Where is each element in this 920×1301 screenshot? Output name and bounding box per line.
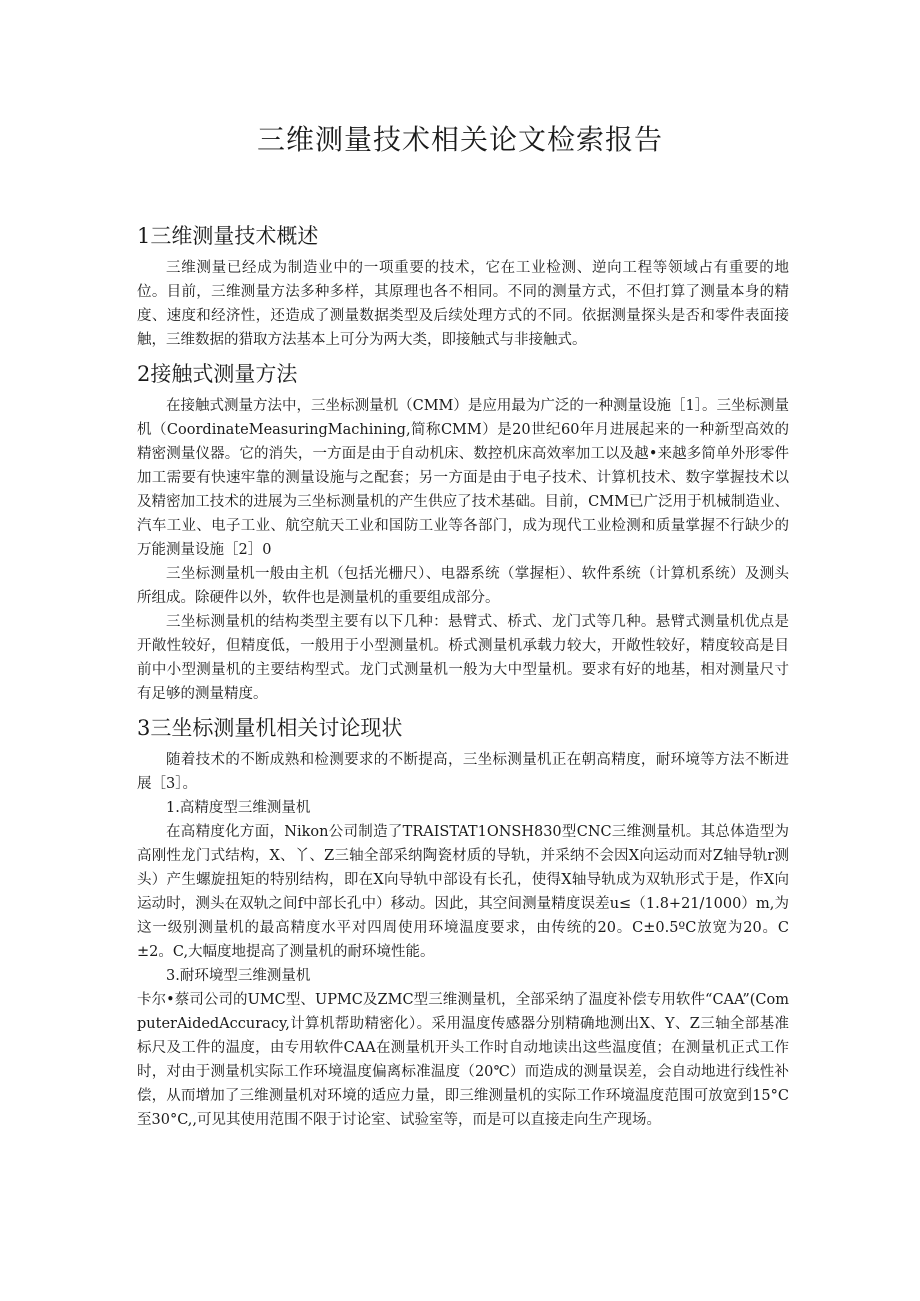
section-heading: 2接触式测量方法 (137, 362, 298, 386)
paragraph: 卡尔•蔡司公司的UMC型、UPMC及ZMC型三维测量机，全部采纳了温度补偿专用软件“CAA”(ComputerAidedAccuracy,计算机帮助精密化）。采用温度传感器分别精确地测出X、Y、Z三轴全部基准标尺及工件的温度，由专用软件CAA在测量机开头工作时自动地读出这些温度值；在测量机正式工作时，对由于测量机实际工作环境温度偏离标准温度（20℃）而造成的测量误差，会自动地进行线性补偿，从而增加了三维测量机对环境的适应力量，即三维测量机的实际工作环境温度范围可放宽到15°C至30°C,,可见其使用范围不限于讨论室、试验室等，而是可以直接走向生产现场。 (137, 992, 789, 1128)
section-3 (137, 712, 789, 1132)
subsection-label: 3.耐环境型三维测量机 (166, 968, 311, 984)
paragraph: 三坐标测量机的结构类型主要有以下几种：悬臂式、桥式、龙门式等几种。悬臂式测量机优点是开敞性较好，但精度低，一般用于小型测量机。桥式测量机承载力较大，开敞性较好，精度较高是目前中小型测量机的主要结构型式。龙门式测量机一般为大中型量机。要求有好的地基，相对测量尺寸有足够的测量精度。 (137, 614, 789, 702)
paragraph: 随着技术的不断成熟和检测要求的不断提高，三坐标测量机正在朝高精度，耐环境等方法不断进展［3］。 (137, 752, 789, 792)
document-title: 三维测量技术相关论文检索报告 (256, 123, 663, 156)
section-1 (137, 220, 789, 352)
document-body (137, 220, 789, 1132)
section-heading: 1三维测量技术概述 (137, 224, 319, 248)
paragraph: 三维测量已经成为制造业中的一项重要的技术，它在工业检测、逆向工程等领域占有重要的地位。目前，三维测量方法多种多样，其原理也各不相同。不同的测量方式，不但打算了测量本身的精度、速度和经济性，还造成了测量数据类型及后续处理方式的不同。依据测量探头是否和零件表面接触，三维数据的猎取方法基本上可分为两大类，即接触式与非接触式。 (137, 260, 789, 348)
subsection-label: 1.高精度型三维测量机 (166, 800, 311, 816)
paragraph: 在高精度化方面，Nikon公司制造了TRAISTAT1ONSH830型CNC三维测量机。其总体造型为高刚性龙门式结构，X、丫、Z三轴全部采纳陶瓷材质的导轨，并采纳不会因X向运动而对Z轴导轨r测头）产生螺旋扭矩的特别结构，即在X向导轨中部设有长孔，使得X轴导轨成为双轨形式于是，作X向运动时，测头在双轨之间f中部长孔中）移动。因此，其空间测量精度误差u≤（1.8+21/1000）m,为这一级别测量机的最高精度水平对四周使用环境温度要求，由传统的20。C±0.5ºC放宽为20。C±2。C,大幅度地提高了测量机的耐环境性能。 (137, 824, 789, 960)
paragraph: 在接触式测量方法中，三坐标测量机（CMM）是应用最为广泛的一种测量设施［1］。三坐标测量机（CoordinateMeasuringMachining,简称CMM）是20世纪60年月进展起来的一种新型高效的精密测量仪器。它的消失，一方面是由于自动机床、数控机床高效率加工以及越•来越多简单外形零件加工需要有快速牢靠的测量设施与之配套；另一方面是由于电子技术、计算机技术、数字掌握技术以及精密加工技术的进展为三坐标测量机的产生供应了技术基础。目前，CMM已广泛用于机械制造业、汽车工业、电子工业、航空航天工业和国防工业等各部门，成为现代工业检测和质量掌握不行缺少的万能测量设施［2］0 (137, 398, 789, 558)
paragraph: 三坐标测量机一般由主机（包括光栅尺）、电器系统（掌握柜）、软件系统（计算机系统）及测头所组成。除硬件以外，软件也是测量机的重要组成部分。 (137, 566, 789, 606)
section-2 (137, 358, 789, 706)
section-heading: 3三坐标测量机相关讨论现状 (137, 716, 403, 740)
